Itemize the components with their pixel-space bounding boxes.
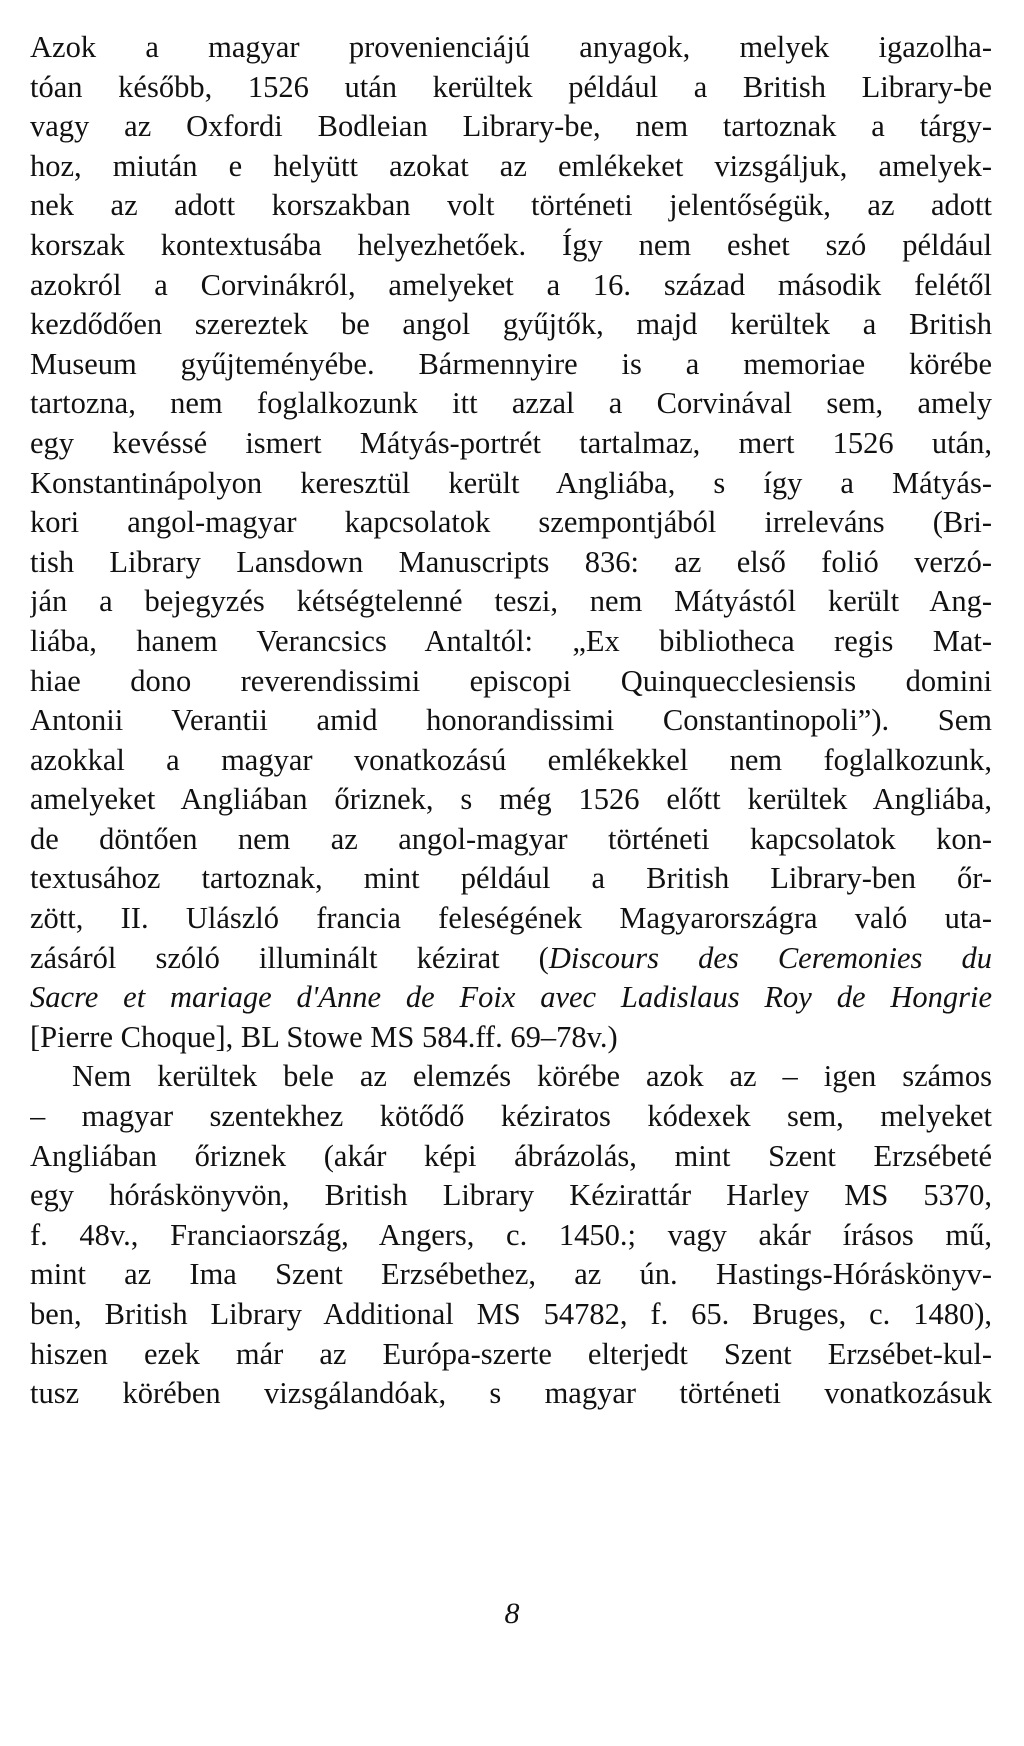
text-line: vagy az Oxfordi Bodleian Library-be, nem tartoznak a tárgy-	[30, 109, 992, 144]
text-line: azokról a Corvinákról, amelyeket a 16. század második felétől	[30, 267, 992, 302]
text-segment: zásáról szóló illuminált kézirat (	[30, 940, 549, 975]
text-line: ben, British Library Additional MS 54782, f. 65. Bruges, c. 1480),	[30, 1297, 992, 1331]
italic-manuscript-title: Discours des Ceremonies du	[548, 940, 992, 975]
text-line: liába, hanem Verancsics Antaltól: „Ex bibliotheca regis Mat-	[30, 623, 992, 658]
text-line: Museum gyűjteményébe. Bármennyire is a memoriae körébe	[30, 346, 992, 381]
text-line: amelyeket Angliában őriznek, s még 1526 előtt kerültek Angliába,	[30, 782, 992, 817]
text-line: hoz, miután e helyütt azokat az emlékeket vizsgáljuk, amelyek-	[30, 148, 992, 183]
text-line: nek az adott korszakban volt történeti jelentőségük, az adott	[30, 188, 992, 223]
text-line: – magyar szentekhez kötődő kéziratos kódexek sem, melyeket	[30, 1099, 992, 1134]
text-line: de döntően nem az angol-magyar történeti kapcsolatok kon-	[30, 821, 992, 856]
text-line: korszak kontextusába helyezhetőek. Így nem eshet szó például	[30, 227, 992, 262]
text-line: egy hóráskönyvön, British Library Kézirattár Harley MS 5370,	[30, 1178, 992, 1213]
text-line: ján a bejegyzés kétségtelenné teszi, nem Mátyástól került Ang-	[30, 584, 992, 619]
text-line: Konstantinápolyon keresztül került Angliába, s így a Mátyás-	[30, 465, 992, 500]
text-line: mint az Ima Szent Erzsébethez, az ún. Hastings-Hóráskönyv-	[30, 1257, 992, 1292]
italic-manuscript-title-continued: Sacre et mariage d'Anne de Foix avec Ladislaus Roy de Hongrie	[30, 980, 992, 1015]
text-line: tartozna, nem foglalkozunk itt azzal a Corvinával sem, amely	[30, 386, 992, 421]
text-line: azokkal a magyar vonatkozású emlékekkel nem foglalkozunk,	[30, 742, 992, 777]
text-line: tusz körében vizsgálandóak, s magyar történeti vonatkozásuk	[30, 1376, 992, 1411]
text-line: egy kevéssé ismert Mátyás-portrét tartalmaz, mert 1526 után,	[30, 425, 992, 460]
text-line: Antonii Verantii amid honorandissimi Constantinopoli”). Sem	[30, 703, 992, 738]
text-line: kori angol-magyar kapcsolatok szempontjából irreleváns (Bri-	[30, 505, 992, 540]
text-line: Angliában őriznek (akár képi ábrázolás, mint Szent Erzsébeté	[30, 1138, 992, 1173]
text-line: [Pierre Choque], BL Stowe MS 584.ff. 69–78v.)	[30, 1019, 618, 1054]
page-number: 8	[504, 1597, 520, 1630]
document-page	[30, 28, 992, 1414]
text-line: tish Library Lansdown Manuscripts 836: az első folió verzó-	[30, 544, 992, 579]
text-line-with-italic-title	[30, 939, 992, 979]
text-line: Nem kerültek bele az elemzés körébe azok az – igen számos	[72, 1059, 992, 1094]
text-line: zött, II. Ulászló francia feleségének Magyarországra való uta-	[30, 901, 992, 936]
text-line: f. 48v., Franciaország, Angers, c. 1450.; vagy akár írásos mű,	[30, 1217, 992, 1252]
text-line: tóan később, 1526 után kerültek például a British Library-be	[30, 69, 992, 104]
text-line: Azok a magyar provenienciájú anyagok, melyek igazolha-	[30, 30, 992, 64]
text-line: kezdődően szereztek be angol gyűjtők, majd kerültek a British	[30, 307, 992, 342]
text-line: hiszen ezek már az Európa-szerte elterjedt Szent Erzsébet-kul-	[30, 1336, 992, 1371]
text-line: hiae dono reverendissimi episcopi Quinquecclesiensis domini	[30, 663, 992, 698]
text-line: textusához tartoznak, mint például a British Library-ben őr-	[30, 861, 992, 896]
paragraph-2	[30, 1057, 992, 1413]
paragraph-1	[30, 28, 992, 1057]
